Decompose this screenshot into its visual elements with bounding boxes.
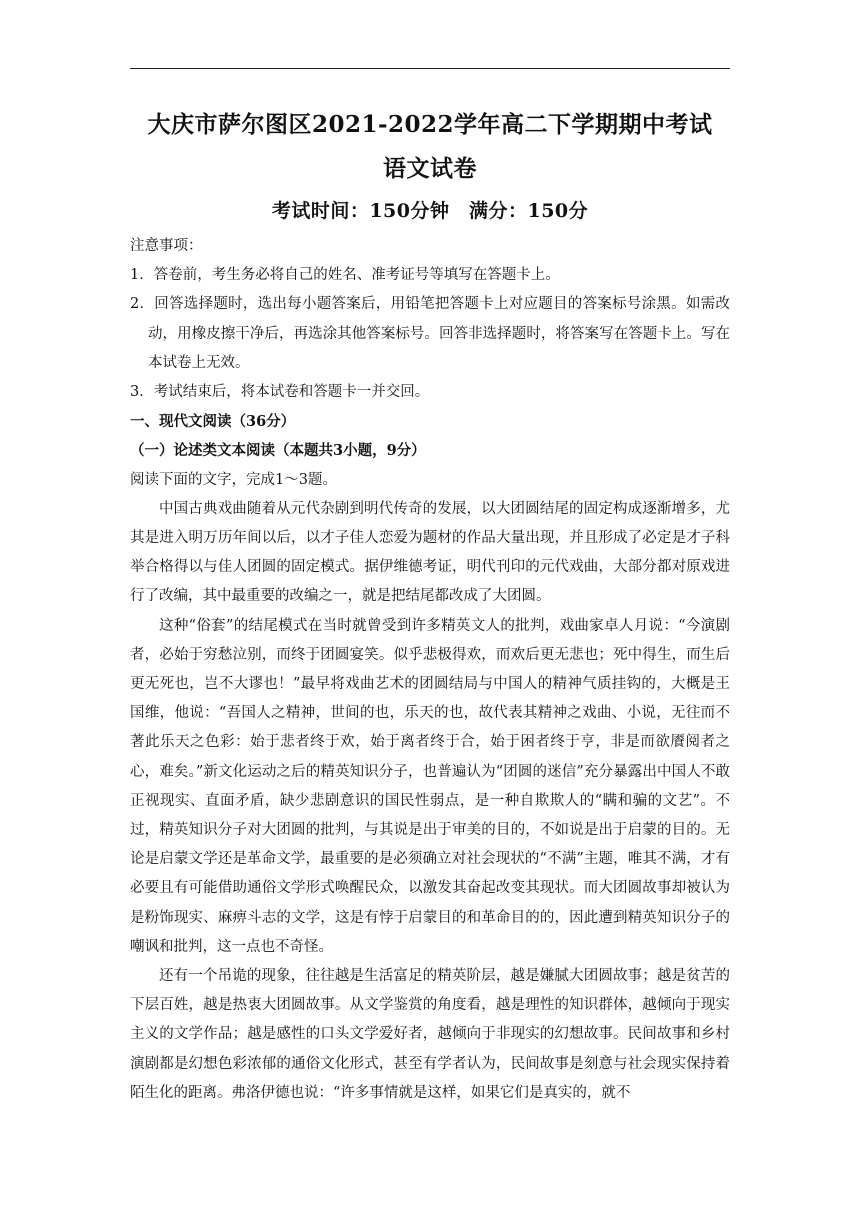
notes-list xyxy=(130,261,730,407)
notes-heading: 注意事项： xyxy=(130,238,203,254)
exam-title: 大庆市萨尔图区2021-2022学年高二下学期期中考试 xyxy=(147,111,713,138)
header-rule xyxy=(130,68,730,69)
subsection-heading: （一）论述类文本阅读（本题共3小题，9分） xyxy=(130,442,426,460)
passage-paragraph: 还有一个吊诡的现象，往往越是生活富足的精英阶层，越是嫌腻大团圆故事；越是贫苦的下层百姓，越是热衷大团圆故事。从文学鉴赏的角度看，越是理性的知识群体，越倾向于现实主义的文学作品；越是感性的口头文学爱好者，越倾向于非现实的幻想故事。民间故事和乡村演剧都是幻想色彩浓郁的通俗文化形式，甚至有学者认为，民间故事是刻意与社会现实保持着陌生化的距离。弗洛伊德也说：“许多事情就是这样，如果它们是真实的，就不 xyxy=(130,968,730,1101)
exam-content xyxy=(130,232,730,1108)
passage-paragraph: 这种“俗套”的结尾模式在当时就曾受到许多精英文人的批判，戏曲家卓人月说：“今演剧者，必始于穷愁泣别，而终于团圆宴笑。似乎悲极得欢，而欢后更无悲也；死中得生，而生后更无死也，岂不大谬也！”最早将戏曲艺术的团圆结局与中国人的精神气质挂钩的，大概是王国维，他说：“吾国人之精神，世间的也，乐天的也，故代表其精神之戏曲、小说，无往而不著此乐天之色彩：始于悲者终于欢，始于离者终于合，始于困者终于亨，非是而欲餍阅者之心，难矣。”新文化运动之后的精英知识分子，也普遍认为“团圆的迷信”充分暴露出中国人不敢正视现实、直面矛盾，缺少悲剧意识的国民性弱点，是一种自欺欺人的“瞒和骗的文艺”。不过，精英知识分子对大团圆的批判，与其说是出于审美的目的，不如说是出于启蒙的目的。无论是启蒙文学还是革命文学，最重要的是必须确立对社会现状的“不满”主题，唯其不满，才有必要且有可能借助通俗文学形式唤醒民众，以激发其奋起改变其现状。而大团圆故事却被认为是粉饰现实、麻痹斗志的文学，这是有悖于启蒙目的和革命目的的，因此遭到精英知识分子的嘲讽和批判，这一点也不奇怪。 xyxy=(130,617,730,955)
section-heading: 一、现代文阅读（36分） xyxy=(130,413,296,431)
reading-instruction: 阅读下面的文字，完成1～3题。 xyxy=(130,471,337,488)
notes-item: 1．答卷前，考生务必将自己的姓名、准考证号等填写在答题卡上。 xyxy=(130,267,560,284)
notes-item: 3．考试结束后，将本试卷和答题卡一并交回。 xyxy=(130,384,430,401)
exam-subtitle: 语文试卷 xyxy=(383,155,477,182)
notes-item: 2．回答选择题时，选出每小题答案后，用铅笔把答题卡上对应题目的答案标号涂黑。如需改动，用橡皮擦干净后，再选涂其他答案标号。回答非选择题时，将答案写在答题卡上。写在本试卷上无效。 xyxy=(130,296,730,371)
passage-paragraph: 中国古典戏曲随着从元代杂剧到明代传奇的发展，以大团圆结尾的固定构成逐渐增多，尤其是进入明万历年间以后，以才子佳人恋爱为题材的作品大量出现，并且形成了必定是才子科举合格得以与佳人团圆的固定模式。据伊维德考证，明代刊印的元代戏曲，大部分都对原戏进行了改编，其中最重要的改编之一，就是把结尾都改成了大团圆。 xyxy=(130,500,730,605)
exam-time-score: 考试时间：150分钟 满分：150分 xyxy=(271,200,589,222)
